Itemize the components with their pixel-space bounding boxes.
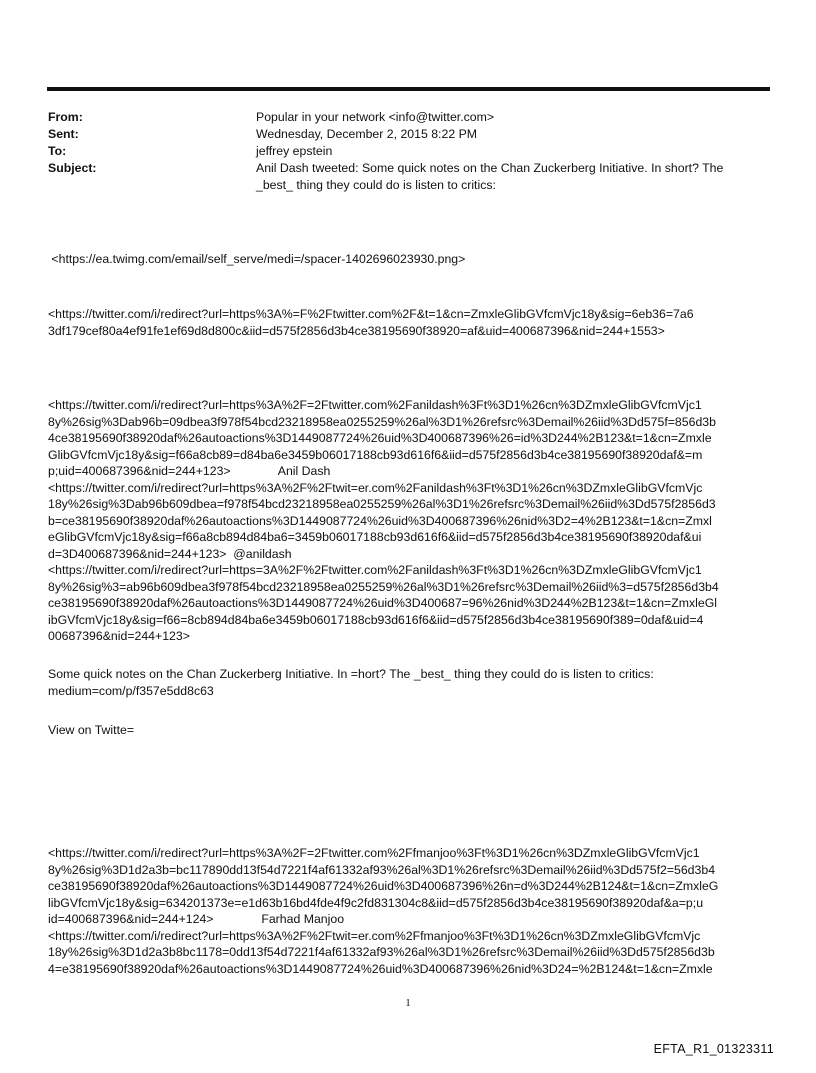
to-value: jeffrey epstein xyxy=(256,144,333,158)
header-rule xyxy=(47,87,770,91)
sent-label: Sent: xyxy=(48,127,79,141)
tweet-text: Some quick notes on the Chan Zuckerberg Initiative. In =hort? The _best_ thing they could do is listen to critics: medium=com/p/f357e5dd8c63 xyxy=(48,667,654,698)
twitter-home-link[interactable]: <https://twitter.com/i/redirect?url=https%3A%=F%2Ftwitter.com%2F&t=1&cn=ZmxleGlibGVfcmVjc18y&sig=6eb36=7a6 3df179cef80a4ef91fe1ef69d8d800c&iid=d575f2856d3b4ce38195690f38920=af&uid=400687396&nid=244+1553> xyxy=(48,307,694,338)
from-value: Popular in your network <info@twitter.com> xyxy=(256,110,495,124)
from-label: From: xyxy=(48,110,83,124)
anil-dash-profile-links[interactable]: <https://twitter.com/i/redirect?url=https%3A%2F=2Ftwitter.com%2Fanildash%3Ft%3D1%26cn%3DZmxleGlibGVfcmVjc1 8y%26sig%3Dab96b=09dbea3f978f54bcd23218958ea0255259%26al%3D1%26refsrc%3Demail%26iid%3Dd575f=856d3b 4ce38195690f38920daf%26autoactions%3D1449087724%26uid%3D400687396%26=id%3D244%2B123&t=1&cn=Zmxle GlibGVfcmVjc18y&sig=f66a8cb89=d84ba6e3459b06017188cb93d616f6&iid=d575f2856d3b4ce38195690f38920daf&=m p;uid=400687396&nid=244+123> Anil Dash <https://twitter.com/i/redirect?url=https%3A%2F%2Ftwit=er.com%2Fanildash%3Ft%3D1%26cn%3DZmxleGlibGVfcmVjc 18y%26sig%3Dab96b609dbea=f978f54bcd23218958ea0255259%26al%3D1%26refsrc%3Demail%26iid%3Dd575f2856d3 b=ce38195690f38920daf%26autoactions%3D1449087724%26uid%3D400687396%26nid%3D2=4%2B123&t=1&cn=Zmxl eGlibGVfcmVjc18y&sig=f66a8cb894d84ba6=3459b06017188cb93d616f6&iid=d575f2856d3b4ce38195690f38920daf&ui d=3D400687396&nid=244+123> @anildash <https://twitter.com/i/redirect?url=https=3A%2F%2Ftwitter.com%2Fanildash%3Ft%3D1%26cn%3DZmxleGlibGVfcmVjc1 8y%26sig%3=ab96b609dbea3f978f54bcd23218958ea0255259%26al%3D1%26refsrc%3Demail%26iid%3=d575f2856d3b4 ce38195690f38920daf%26autoactions%3D1449087724%26uid%3D400687=96%26nid%3D244%2B123&t=1&cn=ZmxleGl ibGVfcmVjc18y&sig=f66=8cb894d84ba6e3459b06017188cb93d616f6&iid=d575f2856d3b4ce38195690f389=0daf&uid=4 00687396&nid=244+123> xyxy=(48,398,719,643)
page-number: 1 xyxy=(405,997,411,1009)
subject-value-line-1: Anil Dash tweeted: Some quick notes on the Chan Zuckerberg Initiative. In short? The xyxy=(256,161,724,175)
subject-value-line-2: _best_ thing they could do is listen to critics: xyxy=(256,178,496,192)
farhad-manjoo-profile-links[interactable]: <https://twitter.com/i/redirect?url=https%3A%2F=2Ftwitter.com%2Ffmanjoo%3Ft%3D1%26cn%3DZmxleGlibGVfcmVjc1 8y%26sig%3D1d2a3b=bc117890dd13f54d7221f4af61332af93%26al%3D1%26refsrc%3Demail%26iid%3Dd575f2=56d3b4 ce38195690f38920daf%26autoactions%3D1449087724%26uid%3D400687396%26n=d%3D244%2B124&t=1&cn=ZmxleG libGVfcmVjc18y&sig=634201373e=e1d63b16bd4fde4f9c2fd831304c8&iid=d575f2856d3b4ce38195690f38920daf&a=p;u id=400687396&nid=244+124> Farhad Manjoo <https://twitter.com/i/redirect?url=https%3A%2F%2Ftwit=er.com%2Ffmanjoo%3Ft%3D1%26cn%3DZmxleGlibGVfcmVjc 18y%26sig%3D1d2a3b8bc1178=0dd13f54d7221f4af61332af93%26al%3D1%26refsrc%3Demail%26iid%3Dd575f2856d3b 4=e38195690f38920daf%26autoactions%3D1449087724%26uid%3D400687396%26nid%3D24=%2B124&t=1&cn=Zmxle xyxy=(48,846,719,976)
view-on-twitter-link[interactable]: View on Twitte= xyxy=(48,723,135,737)
sent-value: Wednesday, December 2, 2015 8:22 PM xyxy=(256,127,478,141)
subject-label: Subject: xyxy=(48,161,97,175)
to-label: To: xyxy=(48,144,67,158)
document-id: EFTA_R1_01323311 xyxy=(653,1042,774,1056)
spacer-image-link[interactable]: <https://ea.twimg.com/email/self_serve/medi=/spacer-1402696023930.png> xyxy=(48,252,466,266)
